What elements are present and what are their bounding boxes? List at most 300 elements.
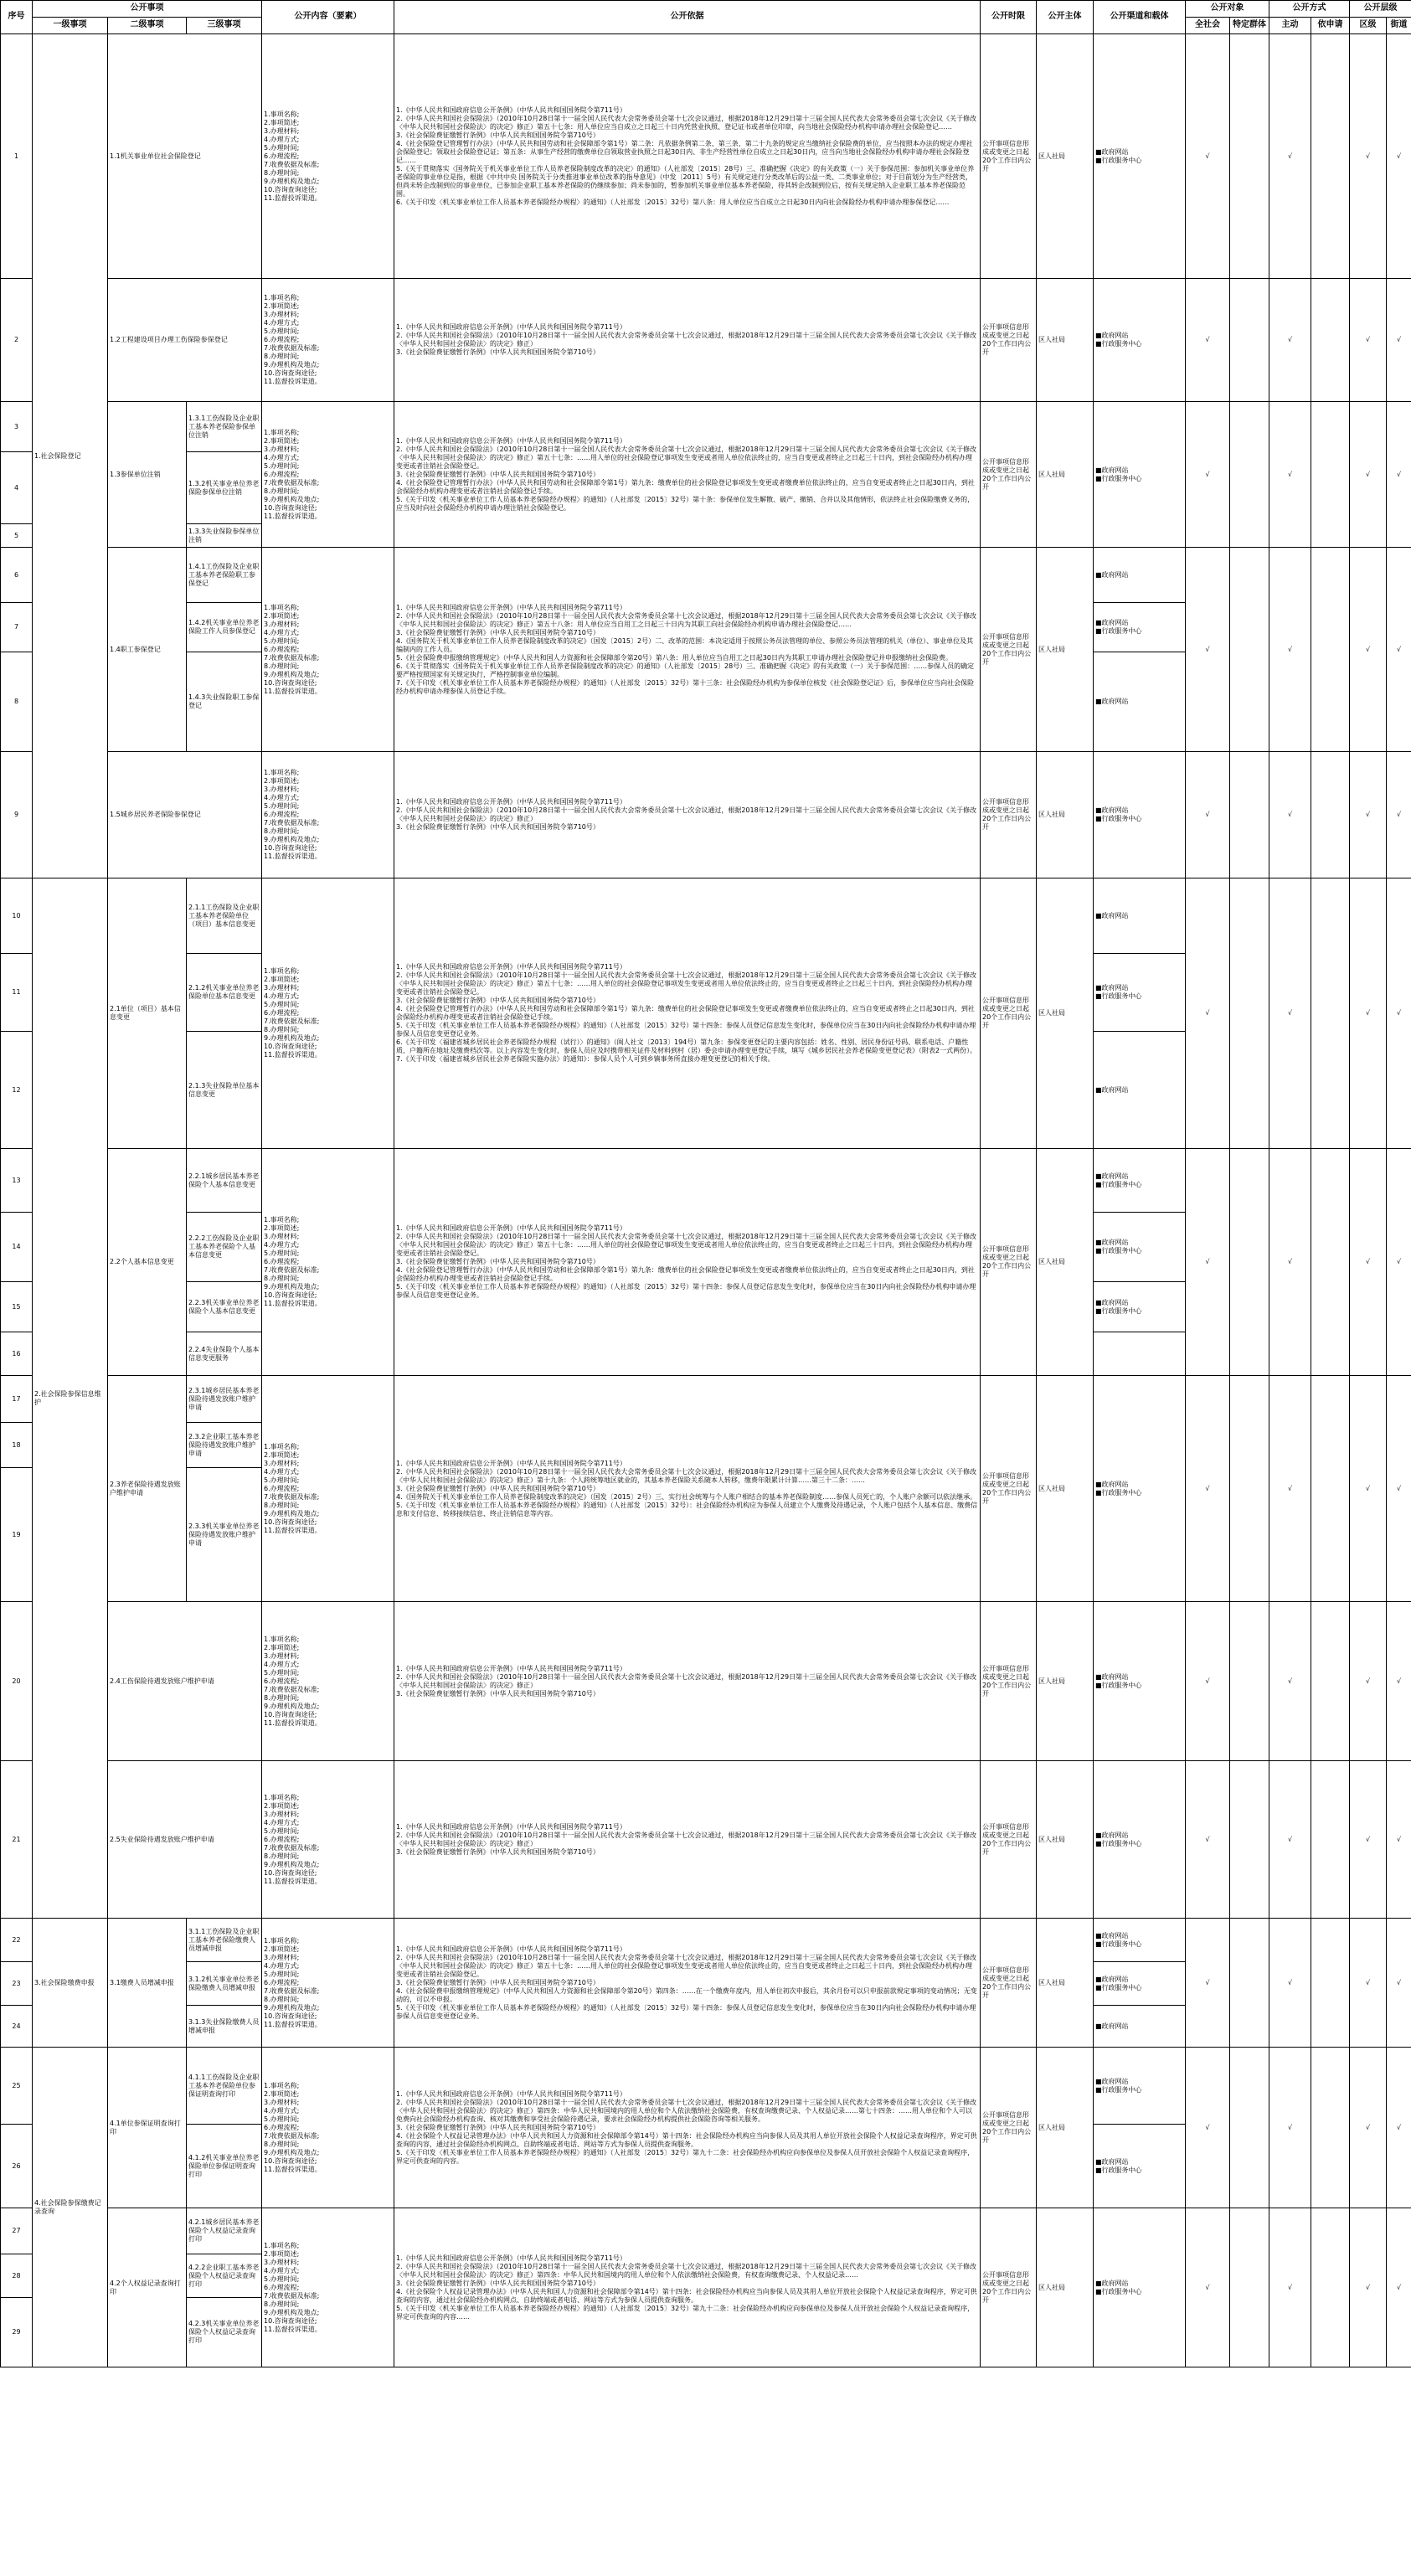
header-mode-request: 依申请 xyxy=(1311,18,1350,34)
basis-cell: 1.《中华人民共和国政府信息公开条例》（中华人民共和国国务院令第711号） 2.《中华人民共和国社会保险法》（2010年10月28日第十一届全国人民代表大会常务委员会第十七次会议通过，根据2018年12月29日第十三届全国人民代表大会常务委员会第七次会议《关于修改〈中华人民共和国社会保险法〉的决定》修正）第四条：中华人民共和国境内的用人单位和个人依法缴纳社会保险费，有权查询缴费记录、个人权益记录……第七十四条：……用人单位和个人可以免费向社会保险经办机构查询、核对其缴费和享受社会保险待遇记录，要求社会保险经办机构提供社会保险咨询等相关服务。 3.《社会保险费征缴暂行条例》（中华人民共和国国务院令第710号） 4.《社会保险个人权益记录管理办法》（中华人民共和国人力资源和社会保障部令第14号）第十四条：社会保险经办机构应当向参保人员及其用人单位开放社会保险个人权益记录查询程序，界定可供查询的内容，通过社会保险经办机构网点、自助终端或者电话、网站等方式为参保人员提供查询服务。 5.《关于印发〈机关事业单位工作人员基本养老保险经办规程〉的通知》（人社部发〔2015〕32号）第九十二条：社会保险经办机构应向参保单位及参保人员开放社会保险个人权益记录查询程序，界定可供查询的内容。 xyxy=(394,2048,981,2208)
time-cell: 公开事项信息形成或变更之日起20个工作日内公开 xyxy=(981,2208,1037,2367)
content-list-item: 5.办理时间; xyxy=(264,1476,300,1484)
content-list xyxy=(262,1376,394,1602)
empty-cell xyxy=(1230,1761,1269,1919)
content-list-item: 9.办理机构及地点; xyxy=(264,1860,320,1868)
channel-cell xyxy=(1094,1332,1186,1376)
channel-cell xyxy=(1094,1149,1186,1213)
time-cell: 公开事项信息形成或变更之日起20个工作日内公开 xyxy=(981,1919,1037,2048)
channel-portal: ■政府网站 xyxy=(1095,698,1129,705)
empty-cell xyxy=(1230,752,1269,878)
content-list-item: 6.办理流程; xyxy=(264,2283,300,2291)
channel-cell xyxy=(1094,548,1186,603)
seq-cell: 27 xyxy=(1,2208,33,2254)
channel-portal: ■政府网站 xyxy=(1095,332,1129,339)
header-seq: 序号 xyxy=(1,1,33,34)
check-mark: √ xyxy=(1350,2208,1387,2367)
check-mark: √ xyxy=(1387,279,1411,402)
content-list-item: 9.办理机构及地点; xyxy=(264,2148,320,2156)
content-list-item: 6.办理流程; xyxy=(264,1835,300,1843)
content-list-item: 9.办理机构及地点; xyxy=(264,670,320,678)
content-list xyxy=(262,548,394,752)
header-basis: 公开依据 xyxy=(394,1,981,34)
content-list-item: 8.办理时间; xyxy=(264,1852,300,1860)
channel-cell xyxy=(1094,279,1186,402)
content-list-item: 11.监督投诉渠道。 xyxy=(264,512,322,520)
channel-portal: ■政府网站 xyxy=(1095,984,1129,992)
time-cell: 公开事项信息形成或变更之日起20个工作日内公开 xyxy=(981,1149,1037,1376)
empty-cell xyxy=(1311,34,1350,279)
check-mark: √ xyxy=(1387,1602,1411,1761)
empty-cell xyxy=(1311,2048,1350,2208)
content-list-item: 5.办理时间; xyxy=(264,1001,300,1008)
content-list-item: 10.咨询查询途径; xyxy=(264,185,317,193)
content-list-item: 8.办理时间; xyxy=(264,487,300,495)
check-mark: √ xyxy=(1186,878,1230,1149)
channel-service-center: ■行政服务中心 xyxy=(1095,2287,1142,2295)
content-list-item: 9.办理机构及地点; xyxy=(264,2308,320,2316)
content-list xyxy=(262,279,394,402)
check-mark: √ xyxy=(1186,1761,1230,1919)
level3-cell: 2.2.3机关事业单位养老保险个人基本信息变更 xyxy=(187,1282,262,1332)
content-list-item: 5.办理时间; xyxy=(264,1249,300,1257)
content-list-item: 4.办理方式; xyxy=(264,1241,300,1249)
content-list-item: 5.办理时间; xyxy=(264,1970,300,1978)
content-list-item: 2.事项简述; xyxy=(264,436,300,445)
level3-cell: 1.3.2机关事业单位养老保险参保单位注销 xyxy=(187,452,262,524)
content-list-item: 10.咨询查询途径; xyxy=(264,503,317,512)
check-mark: √ xyxy=(1186,1376,1230,1602)
content-list-item: 8.办理时间; xyxy=(264,1995,300,2003)
time-cell: 公开事项信息形成或变更之日起20个工作日内公开 xyxy=(981,878,1037,1149)
check-mark: √ xyxy=(1387,34,1411,279)
seq-cell: 23 xyxy=(1,1962,33,2006)
content-list-item: 2.事项简述; xyxy=(264,2249,300,2258)
channel-cell xyxy=(1094,1376,1186,1602)
channel-service-center: ■行政服务中心 xyxy=(1095,1681,1142,1689)
check-mark: √ xyxy=(1350,752,1387,878)
content-list-item: 4.办理方式; xyxy=(264,2106,300,2115)
time-cell: 公开事项信息形成或变更之日起20个工作日内公开 xyxy=(981,1376,1037,1602)
content-list-item: 2.事项简述; xyxy=(264,976,300,983)
empty-cell xyxy=(1230,34,1269,279)
content-list-item: 9.办理机构及地点; xyxy=(264,1509,320,1517)
content-list-item: 9.办理机构及地点; xyxy=(264,361,320,368)
content-list-item: 7.收费依据及标准; xyxy=(264,819,320,827)
channel-cell xyxy=(1094,652,1186,752)
check-mark: √ xyxy=(1269,1149,1311,1376)
header-lvl-district: 区级 xyxy=(1350,18,1387,34)
empty-cell xyxy=(1230,2208,1269,2367)
empty-cell xyxy=(1230,402,1269,548)
check-mark: √ xyxy=(1269,1602,1311,1761)
check-mark: √ xyxy=(1387,402,1411,548)
check-mark: √ xyxy=(1186,752,1230,878)
empty-cell xyxy=(1311,1919,1350,2048)
content-list-item: 4.办理方式; xyxy=(264,992,300,1000)
channel-cell xyxy=(1094,603,1186,652)
channel-cell xyxy=(1094,954,1186,1032)
content-list-item: 8.办理时间; xyxy=(264,1026,300,1033)
empty-cell xyxy=(1230,2048,1269,2208)
basis-cell: 1.《中华人民共和国政府信息公开条例》（中华人民共和国国务院令第711号） 2.《中华人民共和国社会保险法》（2010年10月28日第十一届全国人民代表大会常务委员会第十七次会议通过，根据2018年12月29日第十三届全国人民代表大会常务委员会第七次会议《关于修改〈中华人民共和国社会保险法〉的决定》修正）第四条：中华人民共和国境内的用人单位和个人依法缴纳社会保险费，有权查询缴费记录、个人权益记录…… 3.《社会保险费征缴暂行条例》（中华人民共和国国务院令第710号） 4.《社会保险个人权益记录管理办法》（中华人民共和国人力资源和社会保障部令第14号）第十四条：社会保险经办机构应当向参保人员及其用人单位开放社会保险个人权益记录查询程序，界定可供查询的内容，通过社会保险经办机构网点、自助终端或者电话、网站等方式为参保人员提供查询服务。 5.《关于印发〈机关事业单位工作人员基本养老保险经办规程〉的通知》（人社部发〔2015〕32号）第九十二条：社会保险经办机构应向参保单位及参保人员开放社会保险个人权益记录查询程序，界定可供查询的内容…… xyxy=(394,2208,981,2367)
channel-cell xyxy=(1094,1962,1186,2006)
check-mark: √ xyxy=(1269,2048,1311,2208)
table-row xyxy=(1,878,1411,954)
content-list-item: 6.办理流程; xyxy=(264,1677,300,1685)
seq-cell: 2 xyxy=(1,279,33,402)
level3-cell: 4.2.1城乡居民基本养老保险个人权益记录查询打印 xyxy=(187,2208,262,2254)
content-list-item: 1.事项名称; xyxy=(264,1216,300,1224)
seq-cell: 5 xyxy=(1,524,33,548)
channel-cell xyxy=(1094,1032,1186,1149)
content-list-item: 9.办理机构及地点; xyxy=(264,836,320,843)
seq-cell: 22 xyxy=(1,1919,33,1962)
content-list-item: 1.事项名称; xyxy=(264,603,300,611)
content-list-item: 1.事项名称; xyxy=(264,2241,300,2249)
content-list-item: 3.办理材料; xyxy=(264,2098,300,2106)
content-list-item: 6.办理流程; xyxy=(264,1258,300,1265)
header-matters: 公开事项 xyxy=(33,1,262,18)
channel-cell xyxy=(1094,752,1186,878)
check-mark: √ xyxy=(1269,34,1311,279)
channel-portal: ■政府网站 xyxy=(1095,1298,1129,1306)
subject-cell: 区人社局 xyxy=(1037,1149,1094,1376)
channel-service-center: ■行政服务中心 xyxy=(1095,340,1142,348)
channel-cell xyxy=(1094,1282,1186,1332)
check-mark: √ xyxy=(1350,1602,1387,1761)
seq-cell: 26 xyxy=(1,2125,33,2208)
check-mark: √ xyxy=(1269,548,1311,752)
seq-cell: 12 xyxy=(1,1032,33,1149)
content-list-item: 2.事项简述; xyxy=(264,611,300,620)
check-mark: √ xyxy=(1269,2208,1311,2367)
level2-cell: 4.1单位参保证明查询打印 xyxy=(108,2048,187,2208)
content-list-item: 11.监督投诉渠道。 xyxy=(264,1877,322,1885)
content-list-item: 3.办理材料; xyxy=(264,1651,300,1660)
seq-cell: 24 xyxy=(1,2006,33,2048)
level2-cell: 2.5失业保险待遇发放账户维护申请 xyxy=(108,1761,262,1919)
channel-cell xyxy=(1094,2006,1186,2048)
content-list-item: 3.办理材料; xyxy=(264,1810,300,1818)
level3-cell: 2.1.1工伤保险及企业职工基本养老保险单位（项目）基本信息变更 xyxy=(187,878,262,954)
content-list-item: 11.监督投诉渠道。 xyxy=(264,1051,322,1059)
seq-cell: 25 xyxy=(1,2048,33,2125)
table-row xyxy=(1,279,1411,402)
check-mark: √ xyxy=(1350,878,1387,1149)
seq-cell: 19 xyxy=(1,1468,33,1602)
content-list-item: 4.办理方式; xyxy=(264,1818,300,1826)
level3-cell: 4.2.3机关事业单位养老保险个人权益记录查询打印 xyxy=(187,2298,262,2367)
level2-cell: 1.5城乡居民养老保险参保登记 xyxy=(108,752,262,878)
empty-cell xyxy=(1311,402,1350,548)
check-mark: √ xyxy=(1186,1602,1230,1761)
level3-cell: 1.3.1工伤保险及企业职工基本养老保险参保单位注销 xyxy=(187,402,262,452)
content-list-item: 1.事项名称; xyxy=(264,1442,300,1450)
time-cell: 公开事项信息形成或变更之日起20个工作日内公开 xyxy=(981,2048,1037,2208)
table-row xyxy=(1,34,1411,279)
channel-portal: ■政府网站 xyxy=(1095,147,1129,156)
basis-cell: 1.《中华人民共和国政府信息公开条例》（中华人民共和国国务院令第711号） 2.《中华人民共和国社会保险法》（2010年10月28日第十一届全国人民代表大会常务委员会第十七次会议通过，根据2018年12月29日第十三届全国人民代表大会常务委员会第七次会议《关于修改〈中华人民共和国社会保险法〉的决定》修正） 3.《社会保险费征缴暂行条例》（中华人民共和国国务院令第710号） xyxy=(394,1761,981,1919)
empty-cell xyxy=(1230,1602,1269,1761)
seq-cell: 28 xyxy=(1,2254,33,2298)
seq-cell: 8 xyxy=(1,652,33,752)
content-list-item: 11.监督投诉渠道。 xyxy=(264,853,322,860)
channel-portal: ■政府网站 xyxy=(1095,2077,1129,2085)
subject-cell: 区人社局 xyxy=(1037,548,1094,752)
content-list-item: 3.办理材料; xyxy=(264,1953,300,1961)
level3-cell: 3.1.3失业保险缴费人员增减申报 xyxy=(187,2006,262,2048)
basis-cell: 1.《中华人民共和国政府信息公开条例》（中华人民共和国国务院令第711号） 2.《中华人民共和国社会保险法》（2010年10月28日第十一届全国人民代表大会常务委员会第十七次会议通过，根据2018年12月29日第十三届全国人民代表大会常务委员会第七次会议《关于修改〈中华人民共和国社会保险法〉的决定》修正） 3.《社会保险费征缴暂行条例》（中华人民共和国国务院令第710号） xyxy=(394,752,981,878)
content-list-item: 6.办理流程; xyxy=(264,1484,300,1492)
channel-cell xyxy=(1094,1213,1186,1282)
check-mark: √ xyxy=(1269,752,1311,878)
empty-cell xyxy=(1230,279,1269,402)
empty-cell xyxy=(1311,1376,1350,1602)
subject-cell: 区人社局 xyxy=(1037,1919,1094,2048)
content-list-item: 8.办理时间; xyxy=(264,2300,300,2308)
level3-cell: 4.2.2企业职工基本养老保险个人权益记录查询打印 xyxy=(187,2254,262,2298)
check-mark: √ xyxy=(1350,34,1387,279)
content-list-item: 10.咨询查询途径; xyxy=(264,2012,317,2020)
channel-service-center: ■行政服务中心 xyxy=(1095,2166,1142,2174)
content-list-item: 2.事项简述; xyxy=(264,1801,300,1810)
check-mark: √ xyxy=(1350,1376,1387,1602)
content-list-item: 9.办理机构及地点; xyxy=(264,2003,320,2012)
channel-cell xyxy=(1094,34,1186,279)
content-list-item: 6.办理流程; xyxy=(264,2123,300,2131)
content-list-item: 11.监督投诉渠道。 xyxy=(264,1718,322,1727)
empty-cell xyxy=(1311,1149,1350,1376)
content-list-item: 10.咨询查询途径; xyxy=(264,2316,317,2325)
content-list-item: 8.办理时间; xyxy=(264,1501,300,1509)
content-list-item: 3.办理材料; xyxy=(264,620,300,628)
content-list-item: 7.收费依据及标准; xyxy=(264,344,320,352)
content-list-item: 8.办理时间; xyxy=(264,1693,300,1702)
channel-service-center: ■行政服务中心 xyxy=(1095,1247,1142,1255)
channel-portal: ■政府网站 xyxy=(1095,1172,1129,1180)
table-row xyxy=(1,1761,1411,1919)
seq-cell: 17 xyxy=(1,1376,33,1423)
seq-cell: 11 xyxy=(1,954,33,1032)
seq-cell: 6 xyxy=(1,548,33,603)
check-mark: √ xyxy=(1186,402,1230,548)
content-list-item: 3.办理材料; xyxy=(264,2258,300,2266)
content-list-item: 10.咨询查询途径; xyxy=(264,1291,317,1299)
content-list-item: 5.办理时间; xyxy=(264,2275,300,2283)
seq-cell: 3 xyxy=(1,402,33,452)
level2-cell: 2.2个人基本信息变更 xyxy=(108,1149,187,1376)
seq-cell: 13 xyxy=(1,1149,33,1213)
content-list-item: 4.办理方式; xyxy=(264,794,300,801)
content-list-item: 5.办理时间; xyxy=(264,1668,300,1677)
content-list-item: 2.事项简述; xyxy=(264,1224,300,1232)
check-mark: √ xyxy=(1269,279,1311,402)
content-list xyxy=(262,1149,394,1376)
check-mark: √ xyxy=(1186,1149,1230,1376)
content-list-item: 8.办理时间; xyxy=(264,168,300,177)
seq-cell: 10 xyxy=(1,878,33,954)
empty-cell xyxy=(1311,1602,1350,1761)
empty-cell xyxy=(1311,548,1350,752)
content-list xyxy=(262,1919,394,2048)
channel-portal: ■政府网站 xyxy=(1095,1085,1129,1094)
level3-cell: 1.4.3失业保险职工参保登记 xyxy=(187,652,262,752)
content-list-item: 11.监督投诉渠道。 xyxy=(264,1526,322,1534)
subject-cell: 区人社局 xyxy=(1037,878,1094,1149)
content-list-item: 7.收费依据及标准; xyxy=(264,2291,320,2300)
check-mark: √ xyxy=(1387,752,1411,878)
content-list-item: 1.事项名称; xyxy=(264,294,300,301)
level1-cell: 1.社会保险登记 xyxy=(33,34,108,878)
subject-cell: 区人社局 xyxy=(1037,752,1094,878)
table-row xyxy=(1,752,1411,878)
content-list-item: 3.办理材料; xyxy=(264,1459,300,1467)
content-list-item: 1.事项名称; xyxy=(264,1936,300,1945)
header-obj-specific: 特定群体 xyxy=(1230,18,1269,34)
time-cell: 公开事项信息形成或变更之日起20个工作日内公开 xyxy=(981,752,1037,878)
content-list-item: 4.办理方式; xyxy=(264,135,300,143)
basis-cell: 1.《中华人民共和国政府信息公开条例》（中华人民共和国国务院令第711号） 2.《中华人民共和国社会保险法》（2010年10月28日第十一届全国人民代表大会常务委员会第十七次会议通过，根据2018年12月29日第十三届全国人民代表大会常务委员会第七次会议《关于修改〈中华人民共和国社会保险法〉的决定》修正）第五十七条：……用人单位的社会保险登记事项发生变更或者用人单位依法终止的，应当自变更或者终止之日起三十日内，到社会保险经办机构办理变更或者注销社会保险登记。 3.《社会保险费征缴暂行条例》（中华人民共和国国务院令第710号） 4.《社会保险费申报缴纳管理规定》（中华人民共和国人力资源和社会保障部令第20号）第四条：……在一个缴费年度内，用人单位初次申报后，其余月份可以只申报前款规定事项的变动情况；无变动的，可以不申报。 5.《关于印发〈机关事业单位工作人员基本养老保险经办规程〉的通知》（人社部发〔2015〕32号）第十四条：参保人员登记信息发生变化时，参保单位应当在30日内向社会保险经办机构申请办理参保人员信息变更登记业务。 xyxy=(394,1919,981,2048)
table-row xyxy=(1,1602,1411,1761)
content-list-item: 10.咨询查询途径; xyxy=(264,2156,317,2165)
table-row xyxy=(1,548,1411,603)
content-list xyxy=(262,1602,394,1761)
content-list-item: 2.事项简述; xyxy=(264,1450,300,1459)
content-list-item: 4.办理方式; xyxy=(264,1467,300,1476)
time-cell: 公开事项信息形成或变更之日起20个工作日内公开 xyxy=(981,402,1037,548)
seq-cell: 14 xyxy=(1,1213,33,1282)
subject-cell: 区人社局 xyxy=(1037,34,1094,279)
subject-cell: 区人社局 xyxy=(1037,402,1094,548)
channel-portal: ■政府网站 xyxy=(1095,2279,1129,2287)
content-list-item: 7.收费依据及标准; xyxy=(264,2131,320,2140)
subject-cell: 区人社局 xyxy=(1037,1376,1094,1602)
content-list-item: 7.收费依据及标准; xyxy=(264,1685,320,1693)
level3-cell: 2.1.2机关事业单位养老保险单位基本信息变更 xyxy=(187,954,262,1032)
content-list-item: 7.收费依据及标准; xyxy=(264,1986,320,1995)
level3-cell: 1.4.2机关事业单位养老保险工作人员参保登记 xyxy=(187,603,262,652)
empty-cell xyxy=(1230,1149,1269,1376)
channel-cell xyxy=(1094,402,1186,548)
content-list xyxy=(262,402,394,548)
empty-cell xyxy=(1311,1761,1350,1919)
level2-cell: 2.3养老保险待遇发放账户维护申请 xyxy=(108,1376,187,1602)
level3-cell: 2.1.3失业保险单位基本信息变更 xyxy=(187,1032,262,1149)
channel-service-center: ■行政服务中心 xyxy=(1095,1488,1142,1497)
channel-service-center: ■行政服务中心 xyxy=(1095,1983,1142,1991)
content-list-item: 3.办理材料; xyxy=(264,1233,300,1240)
level3-cell: 2.3.1城乡居民基本养老保险待遇发放账户维护申请 xyxy=(187,1376,262,1423)
subject-cell: 区人社局 xyxy=(1037,279,1094,402)
time-cell: 公开事项信息形成或变更之日起20个工作日内公开 xyxy=(981,279,1037,402)
check-mark: √ xyxy=(1387,1149,1411,1376)
time-cell: 公开事项信息形成或变更之日起20个工作日内公开 xyxy=(981,1761,1037,1919)
check-mark: √ xyxy=(1387,1376,1411,1602)
content-list-item: 1.事项名称; xyxy=(264,1635,300,1643)
level2-cell: 3.1缴费人员增减申报 xyxy=(108,1919,187,2048)
check-mark: √ xyxy=(1269,878,1311,1149)
channel-portal: ■政府网站 xyxy=(1095,1480,1129,1488)
header-row-1 xyxy=(1,1,1411,18)
content-list-item: 6.办理流程; xyxy=(264,336,300,343)
table-row xyxy=(1,1149,1411,1213)
basis-cell: 1.《中华人民共和国政府信息公开条例》（中华人民共和国国务院令第711号） 2.《中华人民共和国社会保险法》（2010年10月28日第十一届全国人民代表大会常务委员会第十七次会议通过，根据2018年12月29日第十三届全国人民代表大会常务委员会第七次会议《关于修改〈中华人民共和国社会保险法〉的决定》修正）第五十八条：用人单位应当自用工之日起三十日内为其职工向社会保险经办机构申请办理社会保险登记…… 3.《社会保险费征缴暂行条例》（中华人民共和国国务院令第710号） 4.《国务院关于机关事业单位工作人员养老保险制度改革的决定》（国发〔2015〕2号）二、改革的范围：本决定适用于按照公务员法管理的单位、参照公务员法管理的机关（单位）、事业单位及其编制内的工作人员。 5.《社会保险费申报缴纳管理规定》（中华人民共和国人力资源和社会保障部令第20号）第八条：用人单位应当自用工之日起30日内为其职工申请办理社会保险登记并申报缴纳社会保险费。 6.《关于贯彻落实〈国务院关于机关事业单位工作人员养老保险制度改革的决定〉的通知》（人社部发〔2015〕28号）三、准确把握《决定》的有关政策（一）关于参保范围：……参保人员的确定要严格按照国家有关规定执行，严格控制事业单位编制。 7.《关于印发〈机关事业单位工作人员基本养老保险经办规程〉的通知》（人社部发〔2015〕32号）第十三条：社会保险经办机构为参保单位核发《社会保险登记证》后，参保单位应当向社会保险经办机构申请办理参保人员登记手续。 xyxy=(394,548,981,752)
content-list-item: 4.办理方式; xyxy=(264,1660,300,1668)
content-list-item: 7.收费依据及标准; xyxy=(264,160,320,168)
channel-cell xyxy=(1094,1602,1186,1761)
basis-cell: 1.《中华人民共和国政府信息公开条例》（中华人民共和国国务院令第711号） 2.《中华人民共和国社会保险法》（2010年10月28日第十一届全国人民代表大会常务委员会第十七次会议通过，根据2018年12月29日第十三届全国人民代表大会常务委员会第七次会议《关于修改〈中华人民共和国社会保险法〉的决定》修正）第五十七条：……用人单位的社会保险登记事项发生变更或者用人单位依法终止的，应当自变更或者终止之日起三十日内，到社会保险经办机构办理变更或者注销社会保险登记。 3.《社会保险费征缴暂行条例》（中华人民共和国国务院令第710号） 4.《社会保险登记管理暂行办法》（中华人民共和国劳动和社会保障部令第1号）第九条：缴费单位的社会保险登记事项发生变更或者缴费单位依法终止的，应当自变更或者终止之日起30日内，到社会保险经办机构办理变更或者注销社会保险登记手续。 5.《关于印发〈机关事业单位工作人员基本养老保险经办规程〉的通知》（人社部发〔2015〕32号）第十四条：参保人员登记信息发生变化时，参保单位应当在30日内向社会保险经办机构申请办理参保人员信息变更登记业务。 xyxy=(394,1149,981,1376)
level1-cell: 4.社会保险参保缴费记录查询 xyxy=(33,2048,108,2367)
content-list-item: 6.办理流程; xyxy=(264,152,300,160)
channel-service-center: ■行政服务中心 xyxy=(1095,1940,1142,1948)
subject-cell: 区人社局 xyxy=(1037,1602,1094,1761)
level3-cell: 3.1.2机关事业单位养老保险缴费人员增减申报 xyxy=(187,1962,262,2006)
content-list-item: 6.办理流程; xyxy=(264,470,300,478)
channel-portal: ■政府网站 xyxy=(1095,2157,1129,2166)
content-list-item: 6.办理流程; xyxy=(264,1009,300,1017)
content-list-item: 4.办理方式; xyxy=(264,2266,300,2275)
content-list-item: 2.事项简述; xyxy=(264,1945,300,1953)
seq-cell: 18 xyxy=(1,1423,33,1468)
level2-cell: 1.2工程建设项目办理工伤保险参保登记 xyxy=(108,279,262,402)
channel-portal: ■政府网站 xyxy=(1095,570,1129,579)
content-list-item: 9.办理机构及地点; xyxy=(264,1283,320,1291)
content-list-item: 10.咨询查询途径; xyxy=(264,1868,317,1877)
channel-cell xyxy=(1094,1919,1186,1962)
level3-cell: 2.2.2工伤保险及企业职工基本养老保险个人基本信息变更 xyxy=(187,1213,262,1282)
channel-portal: ■政府网站 xyxy=(1095,619,1129,626)
level3-cell: 2.3.2企业职工基本养老保险待遇发放账户维护申请 xyxy=(187,1423,262,1468)
content-list-item: 10.咨询查询途径; xyxy=(264,678,317,687)
content-list-item: 10.咨询查询途径; xyxy=(264,1517,317,1526)
table-row xyxy=(1,2208,1411,2254)
content-list-item: 3.办理材料; xyxy=(264,311,300,318)
content-list-item: 11.监督投诉渠道。 xyxy=(264,378,322,385)
check-mark: √ xyxy=(1269,1919,1311,2048)
level3-cell: 4.1.2机关事业单位养老保险单位参保证明查询打印 xyxy=(187,2125,262,2208)
basis-cell: 1.《中华人民共和国政府信息公开条例》（中华人民共和国国务院令第711号） 2.《中华人民共和国社会保险法》（2010年10月28日第十一届全国人民代表大会常务委员会第十七次会议通过，根据2018年12月29日第十三届全国人民代表大会常务委员会第七次会议《关于修改〈中华人民共和国社会保险法〉的决定》修正） 3.《社会保险费征缴暂行条例》（中华人民共和国国务院令第710号） xyxy=(394,1602,981,1761)
content-list-item: 2.事项简述; xyxy=(264,118,300,126)
content-list-item: 1.事项名称; xyxy=(264,769,300,776)
empty-cell xyxy=(1311,878,1350,1149)
channel-service-center: ■行政服务中心 xyxy=(1095,156,1142,164)
empty-cell xyxy=(1230,1919,1269,2048)
header-time: 公开时限 xyxy=(981,1,1037,34)
content-list xyxy=(262,878,394,1149)
check-mark: √ xyxy=(1269,1376,1311,1602)
content-list-item: 7.收费依据及标准; xyxy=(264,1266,320,1274)
content-list-item: 3.办理材料; xyxy=(264,126,300,135)
content-list-item: 6.办理流程; xyxy=(264,1978,300,1986)
content-list-item: 6.办理流程; xyxy=(264,645,300,653)
level3-cell: 2.3.3机关事业单位养老保险待遇发放账户维护申请 xyxy=(187,1468,262,1602)
channel-service-center: ■行政服务中心 xyxy=(1095,815,1142,822)
header-level2: 二级事项 xyxy=(108,18,187,34)
level2-cell: 2.4工伤保险待遇发放账户维护申请 xyxy=(108,1602,262,1761)
check-mark: √ xyxy=(1186,2048,1230,2208)
basis-cell: 1.《中华人民共和国政府信息公开条例》（中华人民共和国国务院令第711号） 2.《中华人民共和国社会保险法》（2010年10月28日第十一届全国人民代表大会常务委员会第十七次会议通过，根据2018年12月29日第十三届全国人民代表大会常务委员会第七次会议《关于修改〈中华人民共和国社会保险法〉的决定》修正）第五十七条：……用人单位的社会保险登记事项发生变更或者用人单位依法终止的，应当自变更或者终止之日起三十日内，到社会保险经办机构办理变更或者注销社会保险登记。 3.《社会保险费征缴暂行条例》（中华人民共和国国务院令第710号） 4.《社会保险登记管理暂行办法》（中华人民共和国劳动和社会保障部令第1号）第九条：缴费单位的社会保险登记事项发生变更或者缴费单位依法终止的，应当自变更或者终止之日起30日内，到社会保险经办机构办理变更或者注销社会保险登记手续。 5.《关于印发〈机关事业单位工作人员基本养老保险经办规程〉的通知》（人社部发〔2015〕32号）第十四条：参保人员登记信息发生变化时，参保单位应当在30日内向社会保险经办机构申请办理参保人员信息变更登记业务。 6.《关于印发〈福建省城乡居民社会养老保险经办规程（试行）〉的通知》（闽人社文〔2013〕194号）第九条：参保变更登记的主要内容包括：姓名、性别、居民身份证号码、联系电话、户籍性质、户籍所在地址及缴费档次等。以上内容发生变化时，参保人员应及时携带相关证件及材料到村（居）委会申请办理变更登记手续，填写《城乡居民社会养老保险变更登记表》（附表2一式两份）。 7.《关于印发〈福建省城乡居民社会养老保险实施办法〉的通知》：参保人员个人可到乡镇事务所直接办理变更登记的相关手续。 xyxy=(394,878,981,1149)
check-mark: √ xyxy=(1387,1761,1411,1919)
content-list-item: 5.办理时间; xyxy=(264,1826,300,1835)
seq-cell: 16 xyxy=(1,1332,33,1376)
header-level3: 三级事项 xyxy=(187,18,262,34)
level3-cell: 1.4.1工伤保险及企业职工基本养老保险职工参保登记 xyxy=(187,548,262,603)
content-list-item: 11.监督投诉渠道。 xyxy=(264,2020,322,2028)
level2-cell: 2.1单位（项目）基本信息变更 xyxy=(108,878,187,1149)
content-list-item: 7.收费依据及标准; xyxy=(264,478,320,487)
channel-portal: ■政府网站 xyxy=(1095,1931,1129,1940)
